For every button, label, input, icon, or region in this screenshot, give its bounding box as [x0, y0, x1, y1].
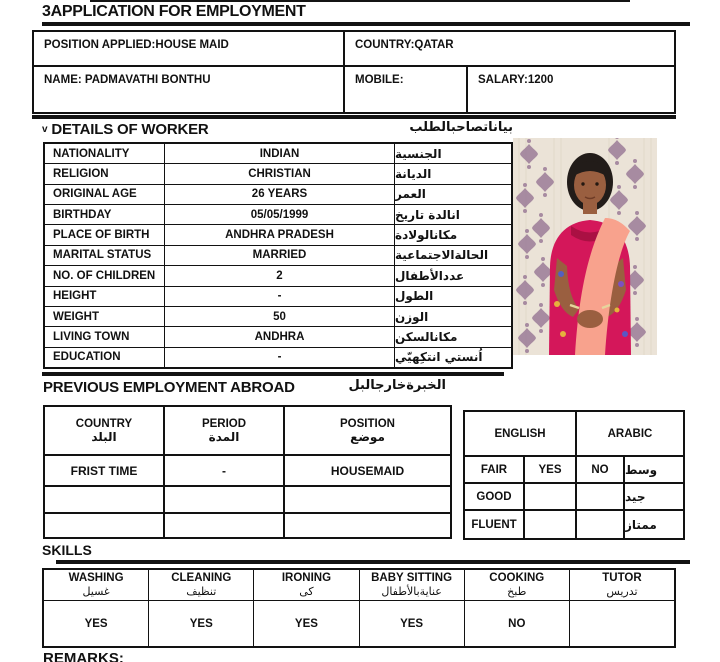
skill-value-tutor — [570, 601, 674, 646]
level-label: FAIR — [465, 457, 525, 482]
detail-value: 05/05/1999 — [165, 205, 395, 224]
detail-arabic-label: الحالةالاجتماعية — [395, 248, 489, 263]
table-row — [45, 163, 511, 183]
table-row — [45, 487, 450, 514]
skill-header-cleaning — [149, 570, 254, 600]
column-header-position — [285, 407, 450, 454]
details-heading-arabic: بياناتصاحبالطلب — [409, 120, 513, 135]
previous-employment-heading: PREVIOUS EMPLOYMENT ABROAD — [43, 379, 295, 396]
skill-value-baby-sitting — [360, 601, 465, 646]
skill-value-cooking — [465, 601, 570, 646]
skill-arabic-label: طبخ — [507, 585, 527, 598]
detail-label: BIRTHDAY — [45, 205, 165, 224]
table-row — [45, 347, 511, 367]
skill-arabic-label: غسيل — [82, 585, 110, 598]
skill-arabic-label: تدريس — [606, 585, 638, 598]
level-arabic-label: ممتاز — [625, 517, 657, 532]
detail-value: 2 — [165, 266, 395, 285]
period-value: - — [165, 456, 285, 485]
table-row — [34, 67, 674, 112]
table-row — [45, 184, 511, 204]
applicant-table — [32, 30, 676, 114]
detail-label: RELIGION — [45, 164, 165, 183]
table-row — [34, 32, 674, 67]
mobile-cell: MOBILE: — [345, 67, 468, 112]
detail-arabic-label: الطول — [395, 289, 434, 304]
section-divider — [32, 115, 676, 119]
skill-value: YES — [189, 617, 213, 630]
previous-employment-table — [43, 405, 452, 539]
table-row — [465, 511, 683, 538]
position-value: HOUSEMAID — [330, 463, 405, 478]
detail-value: CHRISTIAN — [165, 164, 395, 183]
skill-header-tutor — [570, 570, 674, 600]
skill-value: YES — [84, 617, 108, 630]
skill-header-baby-sitting — [360, 570, 465, 600]
details-heading-prefix: v — [42, 124, 48, 135]
detail-label: PLACE OF BIRTH — [45, 225, 165, 244]
detail-label: LIVING TOWN — [45, 327, 165, 346]
skills-heading: SKILLS — [42, 542, 92, 558]
detail-label: EDUCATION — [45, 348, 165, 367]
column-header-period — [165, 407, 285, 454]
skill-value: YES — [400, 617, 424, 630]
table-header-row — [45, 407, 450, 456]
section-divider — [42, 372, 504, 376]
arabic-value — [577, 511, 625, 538]
skill-label: TUTOR — [602, 572, 642, 584]
detail-arabic-label: انالدة تاريخ — [395, 207, 460, 222]
previous-employment-heading-arabic: الخبرةخارجالبل — [348, 378, 446, 393]
detail-value: MARRIED — [165, 246, 395, 265]
arabic-value: NO — [577, 457, 625, 482]
skill-arabic-label: عنايةبالأطفال — [381, 585, 442, 598]
country-cell: COUNTRY:QATAR — [355, 39, 454, 51]
english-header: ENGLISH — [465, 412, 577, 455]
level-arabic-label: جيد — [625, 489, 646, 504]
english-value — [525, 484, 577, 509]
country-value — [45, 487, 165, 512]
position-value — [285, 487, 450, 512]
detail-value: ANDHRA — [165, 327, 395, 346]
table-row — [45, 286, 511, 306]
skill-value: YES — [294, 617, 318, 630]
detail-arabic-label: الوزن — [395, 309, 429, 324]
top-edge-line — [90, 0, 630, 2]
skill-label: BABY SITTING — [371, 572, 453, 584]
skill-label: IRONING — [281, 572, 332, 584]
table-row — [465, 457, 683, 484]
skill-label: WASHING — [68, 572, 124, 584]
detail-value: - — [165, 287, 395, 306]
country-value: FRIST TIME — [45, 456, 165, 485]
skill-header-washing — [44, 570, 149, 600]
detail-value: INDIAN — [165, 144, 395, 163]
languages-table — [463, 410, 685, 540]
detail-value: 26 YEARS — [165, 185, 395, 204]
period-value — [165, 514, 285, 537]
column-header-arabic: البلد — [91, 429, 117, 444]
title-underline — [42, 22, 690, 26]
detail-label: WEIGHT — [45, 307, 165, 326]
skill-label: CLEANING — [171, 572, 232, 584]
level-label: GOOD — [465, 484, 525, 509]
detail-arabic-label: الجنسية — [395, 146, 442, 161]
detail-arabic-label: عددالأطفال — [395, 268, 465, 283]
english-value — [525, 511, 577, 538]
skill-value-cleaning — [149, 601, 254, 646]
skills-table — [42, 568, 676, 648]
detail-label: ORIGINAL AGE — [45, 185, 165, 204]
position-applied-cell: POSITION APPLIED:HOUSE MAID — [34, 32, 345, 65]
detail-value: - — [165, 348, 395, 367]
detail-label: HEIGHT — [45, 287, 165, 306]
period-value — [165, 487, 285, 512]
detail-label: NATIONALITY — [45, 144, 165, 163]
applicant-photo — [513, 138, 657, 355]
details-table — [43, 142, 513, 369]
details-heading-text: DETAILS OF WORKER — [51, 121, 209, 138]
page-title: 3APPLICATION FOR EMPLOYMENT — [42, 3, 306, 20]
arabic-header: ARABIC — [607, 427, 653, 440]
position-value — [285, 514, 450, 537]
detail-arabic-label: العمر — [395, 187, 426, 202]
skill-header-ironing — [254, 570, 359, 600]
level-arabic-label: وسط — [625, 462, 658, 477]
skill-arabic-label: كى — [299, 585, 314, 598]
table-header-row — [465, 412, 683, 457]
column-header-country — [45, 407, 165, 454]
table-row — [45, 306, 511, 326]
detail-value: ANDHRA PRADESH — [165, 225, 395, 244]
table-row — [45, 514, 450, 537]
detail-label: NO. OF CHILDREN — [45, 266, 165, 285]
table-row — [44, 601, 674, 646]
table-header-row — [44, 570, 674, 601]
skill-arabic-label: تنظيف — [186, 585, 217, 598]
column-header-arabic: المدة — [208, 429, 240, 444]
level-label: FLUENT — [465, 511, 525, 538]
english-value: YES — [525, 457, 577, 482]
table-row — [45, 204, 511, 224]
table-row — [45, 144, 511, 163]
column-header-label: POSITION — [340, 417, 395, 430]
table-row — [45, 456, 450, 487]
name-cell: NAME: PADMAVATHI BONTHU — [34, 67, 345, 112]
skill-label: COOKING — [489, 572, 545, 584]
applicant-photo-image — [513, 138, 657, 355]
details-heading — [42, 121, 209, 138]
column-header-arabic: موضع — [350, 429, 385, 444]
salary-cell: SALARY:1200 — [478, 74, 554, 86]
detail-arabic-label: مكانالسكن — [395, 329, 458, 344]
detail-arabic-label: الديانة — [395, 167, 432, 182]
arabic-value — [577, 484, 625, 509]
table-row — [45, 224, 511, 244]
table-row — [465, 484, 683, 511]
detail-value: 50 — [165, 307, 395, 326]
table-row — [45, 265, 511, 285]
column-header-label: COUNTRY — [75, 417, 133, 430]
skill-value-ironing — [254, 601, 359, 646]
skill-value: NO — [508, 617, 526, 630]
table-row — [45, 326, 511, 346]
detail-arabic-label: اُنستي انتكِهيّي — [395, 350, 483, 365]
country-value — [45, 514, 165, 537]
table-row — [45, 245, 511, 265]
detail-arabic-label: مكانالولادة — [395, 228, 458, 243]
skills-underline — [56, 560, 690, 564]
column-header-label: PERIOD — [201, 417, 247, 430]
skill-value-washing — [44, 601, 149, 646]
remarks-label: REMARKS: — [43, 650, 124, 662]
skill-header-cooking — [465, 570, 570, 600]
detail-label: MARITAL STATUS — [45, 246, 165, 265]
